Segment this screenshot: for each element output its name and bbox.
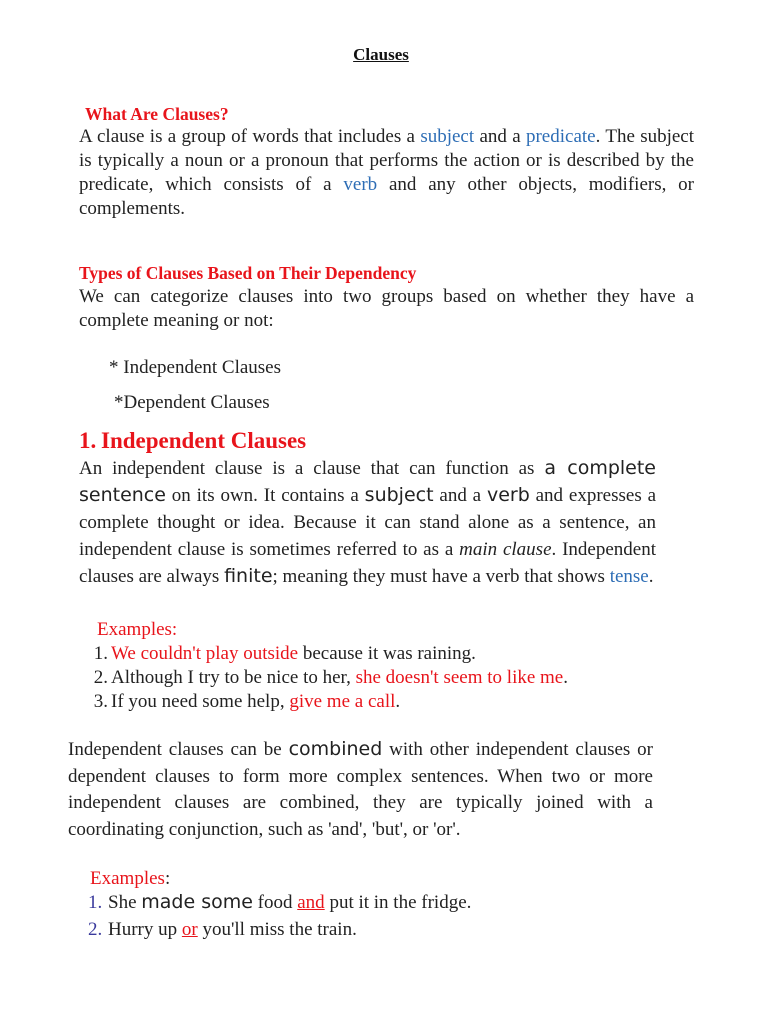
para-text: and a — [474, 126, 526, 147]
list-item — [88, 916, 688, 943]
examples-colon: : — [164, 868, 171, 889]
bullet-independent-clauses: * Independent Clauses — [109, 357, 282, 378]
para-text: A clause is a group of words that includes a — [79, 126, 421, 147]
subject-term: subject — [364, 484, 434, 506]
item-text: Although I try to be nice to her, — [111, 667, 356, 688]
examples-label: Examples: — [97, 619, 178, 640]
item-number: 3. — [93, 691, 108, 712]
main-clause-term: main clause — [459, 539, 552, 560]
tense-term: tense — [609, 566, 649, 587]
predicate-term: predicate — [525, 126, 596, 147]
finite-term: finite — [224, 565, 273, 587]
types-of-clauses-paragraph: We can categorize clauses into two groups based on whether they have a complete meaning or not: — [79, 286, 694, 331]
item-text: . — [563, 667, 568, 688]
item-text: Hurry up — [108, 919, 182, 940]
complete-sentence-term: a complete sentence — [79, 457, 656, 506]
item-text: If you need some help, — [111, 691, 290, 712]
verb-term: verb — [343, 174, 378, 195]
conjunction-highlight: or — [181, 919, 198, 940]
independent-clause-highlight: give me a call — [289, 691, 396, 712]
item-text: food — [252, 892, 298, 913]
item-text: put it in the fridge. — [324, 892, 472, 913]
para-text: . The subject is typically a noun or a pronoun that performs the action or is described by the predicate, which consists of a — [79, 126, 695, 195]
independent-clause-highlight: she doesn't seem to like me — [355, 667, 564, 688]
document-title: Clauses — [353, 45, 409, 64]
list-item — [87, 690, 687, 714]
para-text: and any other objects, modifiers, or complements. — [79, 174, 695, 219]
para-text: . — [648, 566, 654, 587]
what-are-clauses-heading: What Are Clauses? — [85, 104, 229, 124]
para-text: An independent clause is a clause that can function as — [79, 458, 545, 479]
item-number: 1. — [93, 643, 108, 664]
combined-term: combined — [288, 738, 383, 760]
types-of-clauses-heading: Types of Clauses Based on Their Dependency — [79, 263, 417, 283]
subject-term: subject — [420, 126, 475, 147]
item-text: She — [108, 892, 142, 913]
para-text: with other independent clauses or dependent clauses to form more complex sentences. When two or more independent clauses are combined, they are typically joined with a coordinating conjunction, such as 'and', 'but', or 'or'. — [68, 739, 653, 840]
heading-text: Independent Clauses — [101, 428, 307, 453]
list-item — [87, 642, 687, 666]
conjunction-examples-list — [88, 889, 688, 943]
para-text: . Independent clauses are always — [79, 539, 657, 587]
conjunction-highlight: and — [297, 892, 325, 913]
para-text: Independent clauses can be — [68, 739, 289, 760]
bullet-dependent-clauses: *Dependent Clauses — [114, 392, 270, 413]
item-text: you'll miss the train. — [197, 919, 357, 940]
item-text: made some — [141, 891, 253, 913]
para-text: and expresses a complete thought or idea. Because it can stand alone as a sentence, an independent clause is sometimes referred to as a — [79, 485, 656, 560]
item-text: . — [395, 691, 401, 712]
heading-number: 1. — [79, 428, 97, 453]
independent-clause-highlight: We couldn't play outside — [111, 643, 299, 664]
para-text: ; meaning they must have a verb that shows — [272, 566, 610, 587]
verb-term: verb — [486, 484, 530, 506]
item-number: 1. — [88, 892, 103, 913]
examples-label-text: Examples — [90, 868, 165, 889]
para-text: on its own. It contains a — [165, 485, 365, 506]
examples-label-2 — [90, 868, 170, 890]
list-item — [87, 666, 687, 690]
independent-clauses-paragraph — [79, 455, 656, 590]
examples-list — [87, 642, 687, 714]
para-text: and a — [433, 485, 487, 506]
item-number: 2. — [88, 919, 103, 940]
item-number: 2. — [93, 667, 108, 688]
what-are-clauses-paragraph — [79, 125, 694, 221]
list-item — [88, 889, 688, 916]
independent-clauses-heading — [79, 428, 306, 454]
combining-clauses-paragraph — [68, 736, 653, 843]
item-text: because it was raining. — [298, 643, 476, 664]
